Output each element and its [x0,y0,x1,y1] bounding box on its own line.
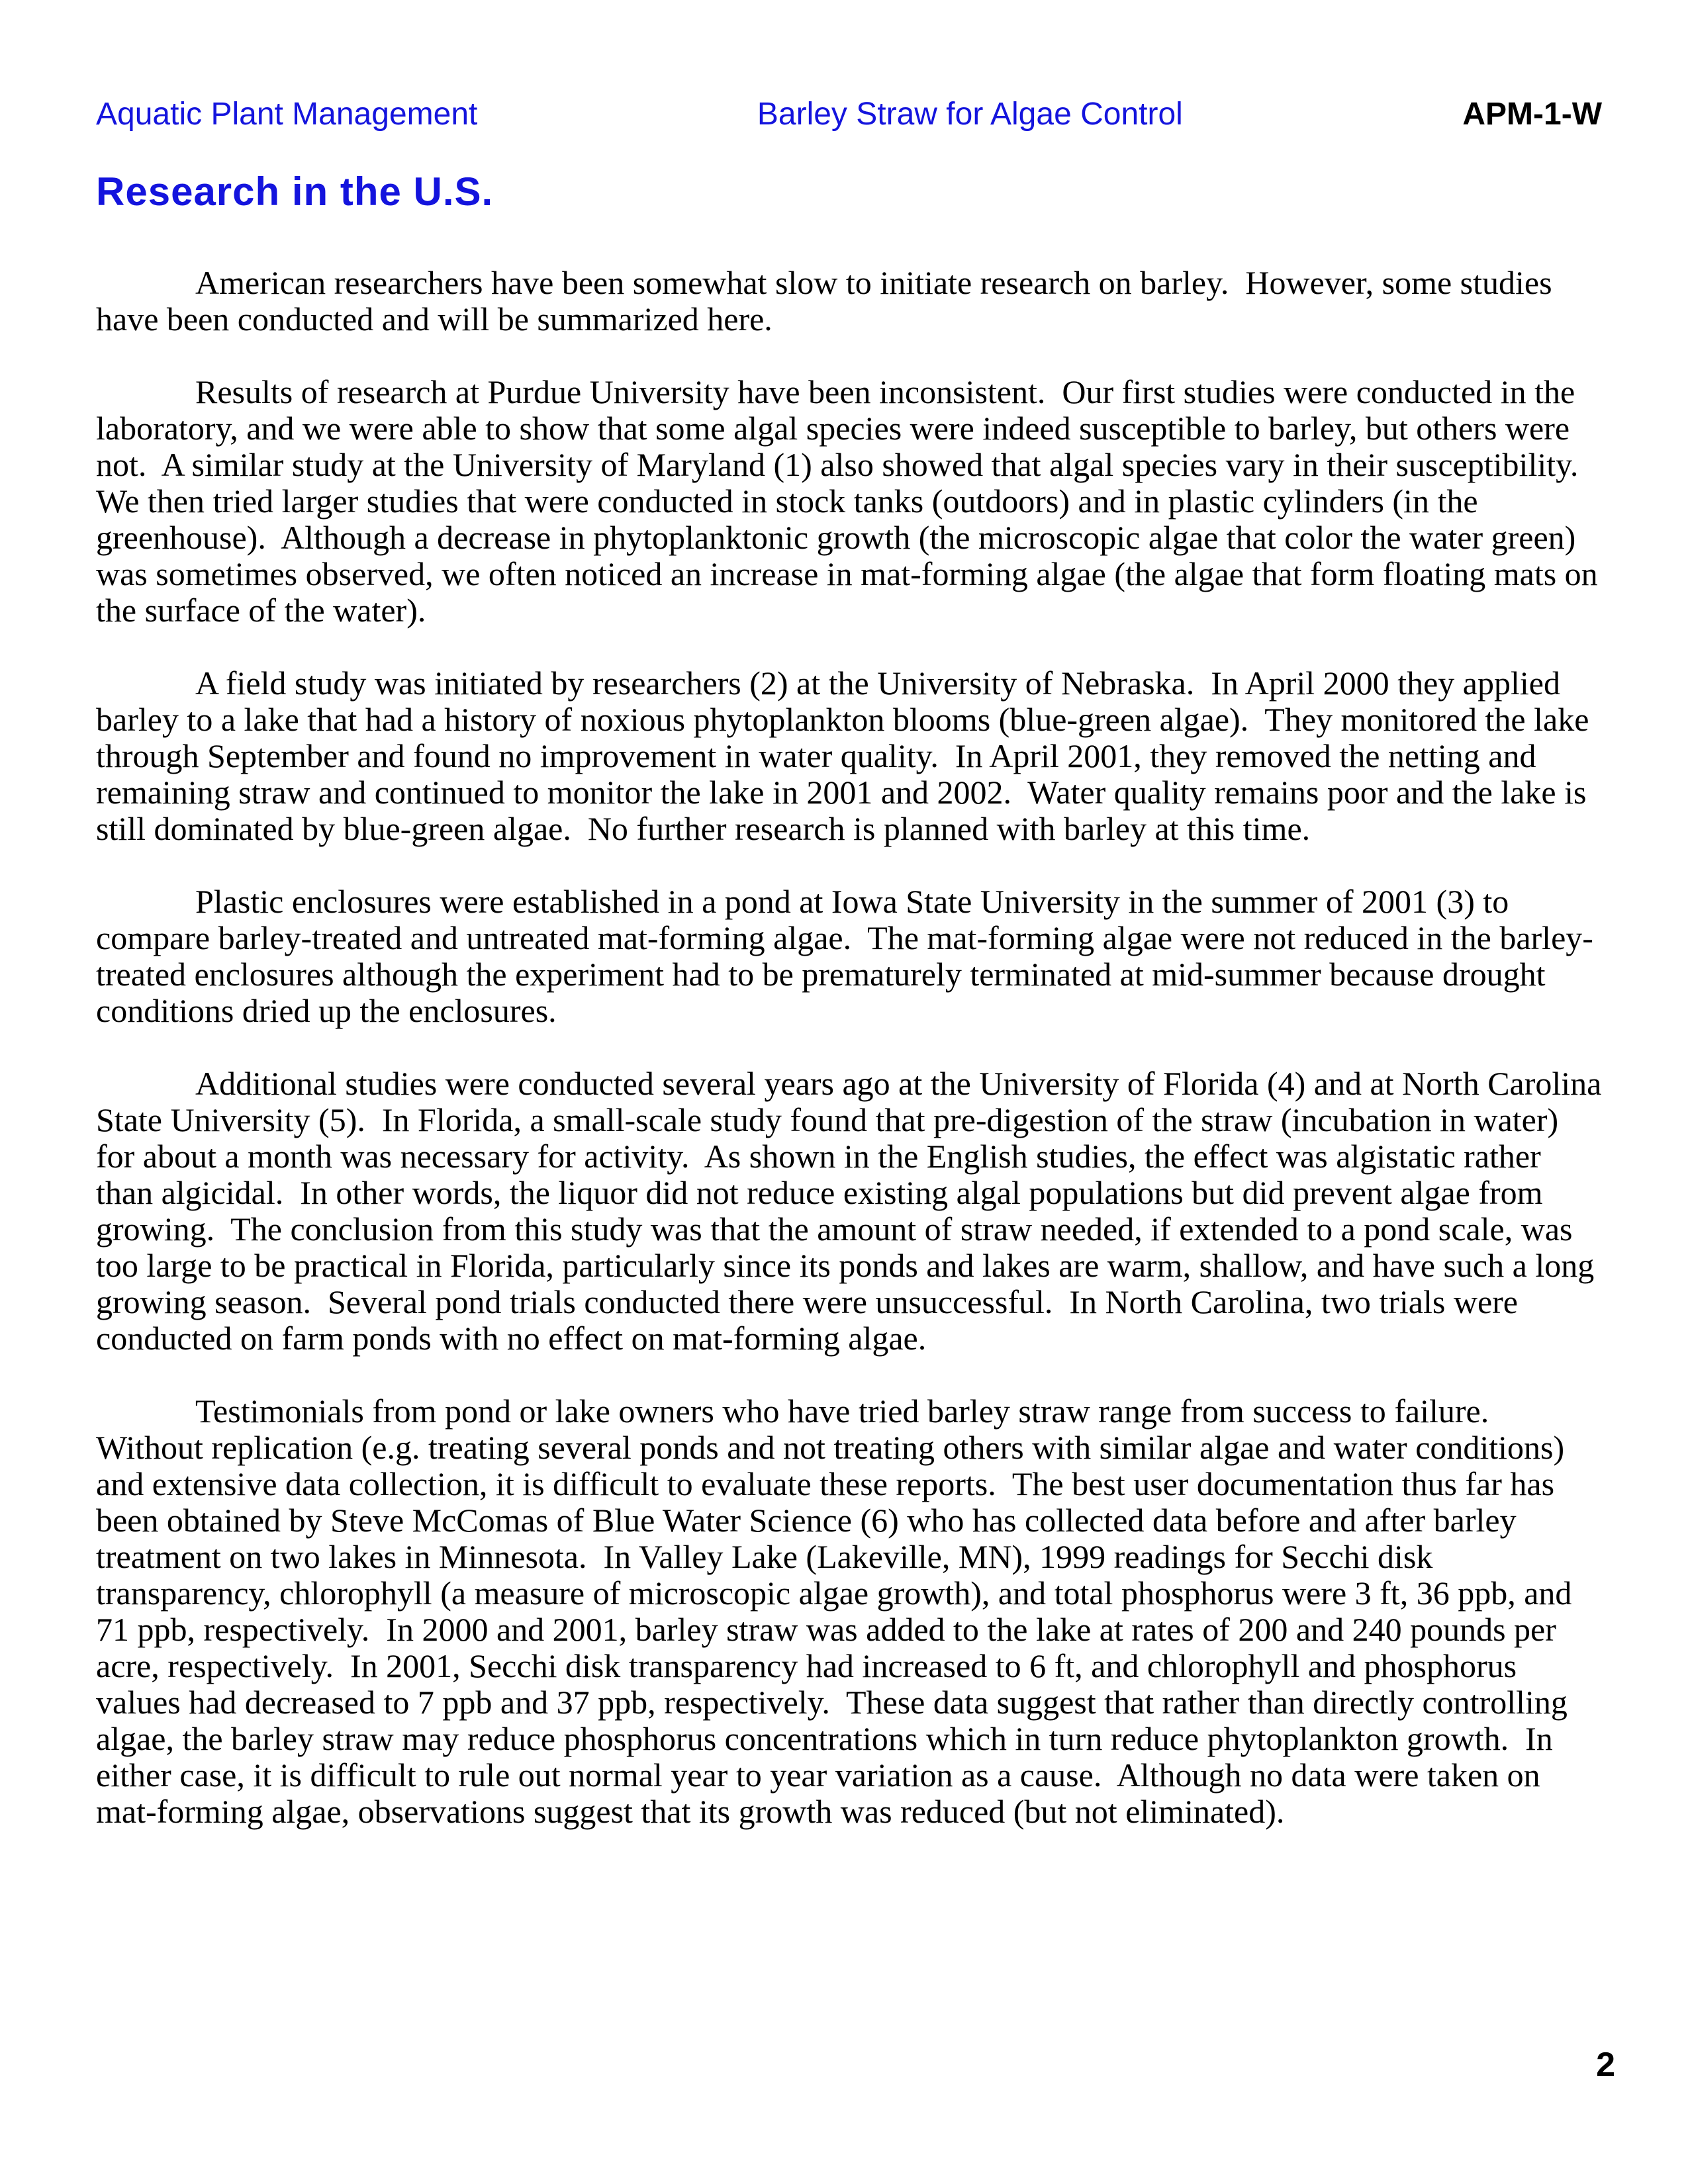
document-body [96,264,1610,1830]
paragraph-florida-nc-studies: Additional studies were conducted several years ago at the University of Florida (4) and at North Carolina State University (5). In Florida, a small-scale study found that pre-digestion of the straw (incubation in water) for about a month was necessary for activity. As shown in the English studies, the effect was algistatic rather than algicidal. In other words, the liquor did not reduce existing algal populations but did prevent algae from growing. The conclusion from this study was that the amount of straw needed, if extended to a pond scale, was too large to be practical in Florida, particularly since its ponds and lakes are warm, shallow, and have such a long growing season. Several pond trials conducted there were unsuccessful. In North Carolina, two trials were conducted on farm ponds with no effect on mat-forming algae. [96,1065,1610,1357]
header-publication-code: APM-1-W [1462,97,1602,132]
page-number: 2 [1596,2046,1615,2084]
page-header [96,96,1602,133]
section-title: Research in the U.S. [96,169,494,214]
paragraph-iowa-state-enclosures: Plastic enclosures were established in a pond at Iowa State University in the summer of 2001 (3) to compare barley-treated and untreated mat-forming algae. The mat-forming algae were not reduced in the barley-treated enclosures although the experiment had to be prematurely terminated at mid-summer because drought conditions dried up the enclosures. [96,883,1593,1029]
paragraph-nebraska-field-study: A field study was initiated by researchers (2) at the University of Nebraska. In April 2000 they applied barley to a lake that had a history of noxious phytoplankton blooms (blue-green algae). They monitored the lake through September and found no improvement in water quality. In April 2001, they removed the netting and remaining straw and continued to monitor the lake in 2001 and 2002. Water quality remains poor and the lake is still dominated by blue-green algae. No further research is planned with barley at this time. [96,664,1597,847]
paragraph-purdue-research: Results of research at Purdue University have been inconsistent. Our first studies were conducted in the laboratory, and we were able to show that some algal species were indeed susceptible to barley, but others were not. A similar study at the University of Maryland (1) also showed that algal species vary in their susceptibility. We then tried larger studies that were conducted in stock tanks (outdoors) and in plastic cylinders (in the greenhouse). Although a decrease in phytoplanktonic growth (the microscopic algae that color the water green) was sometimes observed, we often noticed an increase in mat-forming algae (the algae that form floating mats on the surface of the water). [96,373,1607,629]
header-document-title: Barley Straw for Algae Control [757,97,1183,132]
paragraph-intro: American researchers have been somewhat slow to initiate research on barley. However, some studies have been conducted and will be summarized here. [96,264,1561,338]
paragraph-testimonials: Testimonials from pond or lake owners who have tried barley straw range from success to failure. Without replication (e.g. treating several ponds and not treating others with similar algae and water conditions) and extensive data collection, it is difficult to evaluate these reports. The best user documentation thus far has been obtained by Steve McComas of Blue Water Science (6) who has collected data before and after barley treatment on two lakes in Minnesota. In Valley Lake (Lakeville, MN), 1999 readings for Secchi disk transparency, chlorophyll (a measure of microscopic algae growth), and total phosphorus were 3 ft, 36 ppb, and 71 ppb, respectively. In 2000 and 2001, barley straw was added to the lake at rates of 200 and 240 pounds per acre, respectively. In 2001, Secchi disk transparency had increased to 6 ft, and chlorophyll and phosphorus values had decreased to 7 ppb and 37 ppb, respectively. These data suggest that rather than directly controlling algae, the barley straw may reduce phosphorus concentrations which in turn reduce phytoplankton growth. In either case, it is difficult to rule out normal year to year variation as a cause. Although no data were taken on mat-forming algae, observations suggest that its growth was reduced (but not eliminated). [96,1392,1580,1830]
header-series-title: Aquatic Plant Management [96,97,478,132]
